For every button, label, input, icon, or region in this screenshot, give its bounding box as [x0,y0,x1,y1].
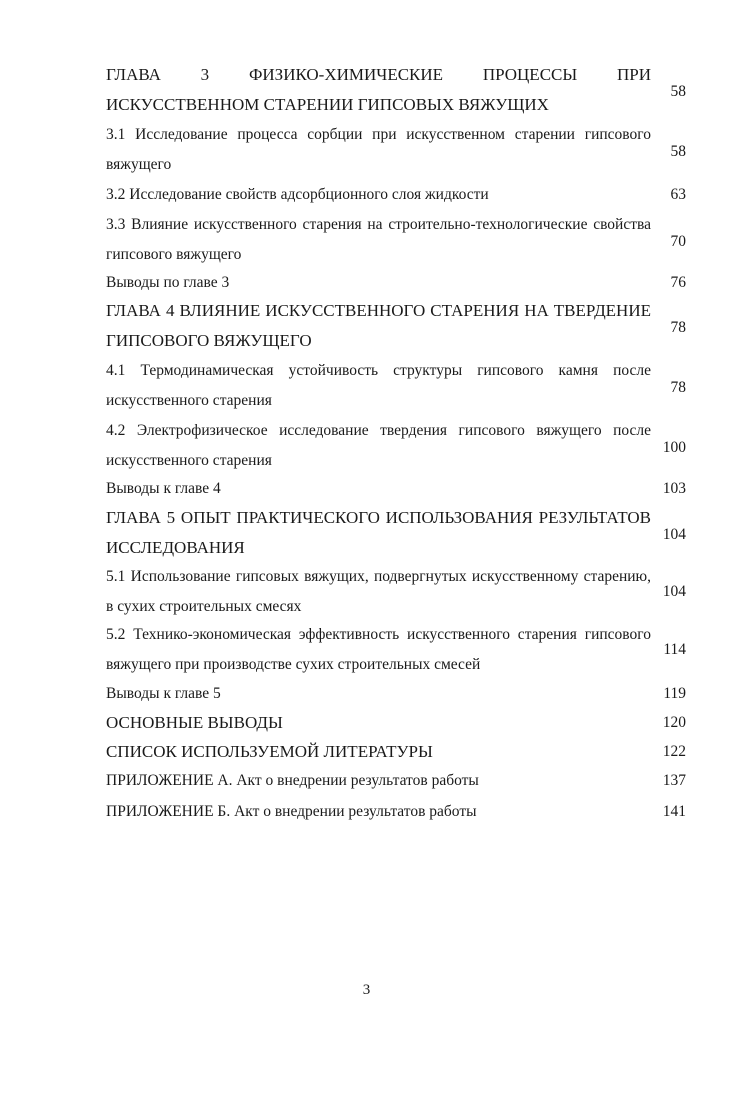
toc-entry-page: 63 [670,186,686,203]
page-number: 3 [362,982,371,998]
toc-entry-page: 76 [670,274,686,291]
toc-entry-5-1 [106,562,686,622]
toc-entry-page: 104 [662,526,686,543]
toc-entry-text: ОСНОВНЫЕ ВЫВОДЫ [106,713,283,732]
toc-entry-text: ГЛАВА 5 ОПЫТ ПРАКТИЧЕСКОГО ИСПОЛЬЗОВАНИЯ РЕЗУЛЬТАТОВ ИССЛЕДОВАНИЯ [106,508,651,557]
toc-entry-page: 120 [662,714,686,731]
toc-entry-3-3 [106,210,686,270]
toc-entry-page: 114 [663,641,686,658]
toc-entry-4-2 [106,416,686,476]
toc-entry-3-1 [106,120,686,180]
toc-entry-page: 100 [662,439,686,456]
toc-entry-text: 3.3 Влияние искусственного старения на строительно-технологические свойства гипсового вяжущего [106,216,651,263]
toc-entry-text: Выводы к главе 4 [106,480,221,497]
toc-entry-main-conclusions [106,708,686,738]
toc-entry-page: 58 [670,83,686,100]
toc-entry-text: 5.2 Технико-экономическая эффективность искусственного старения гипсового вяжущего при производстве сухих строительных смесей [106,626,651,673]
toc-entry-text: 3.1 Исследование процесса сорбции при искусственном старении гипсового вяжущего [106,126,651,173]
toc-entry-page: 70 [670,233,686,250]
toc-entry-5-2 [106,620,686,680]
toc-entry-page: 137 [662,772,686,789]
toc-entry-text: 4.2 Электрофизическое исследование твердения гипсового вяжущего после искусственного старения [106,422,651,469]
toc-entry-page: 78 [670,379,686,396]
toc-entry-conclusions-4 [106,474,686,504]
toc-entry-text: ПРИЛОЖЕНИЕ Б. Акт о внедрении результатов работы [106,803,477,820]
toc-entry-page: 58 [670,143,686,160]
toc-entry-text: СПИСОК ИСПОЛЬЗУЕМОЙ ЛИТЕРАТУРЫ [106,742,433,761]
toc-entry-page: 141 [662,803,686,820]
toc-entry-appendix-a [106,766,686,796]
toc-entry-3-2 [106,180,686,210]
toc-entry-text: 3.2 Исследование свойств адсорбционного слоя жидкости [106,186,489,203]
toc-entry-text: ГЛАВА 3 ФИЗИКО-ХИМИЧЕСКИЕ ПРОЦЕССЫ ПРИ ИСКУССТВЕННОМ СТАРЕНИИ ГИПСОВЫХ ВЯЖУЩИХ [106,65,651,114]
toc-entry-text: Выводы к главе 5 [106,685,221,702]
toc-entry-appendix-b [106,797,686,827]
toc-entry-page: 78 [670,319,686,336]
toc-entry-4-1 [106,356,686,416]
toc-entry-text: 5.1 Использование гипсовых вяжущих, подвергнутых искусственному старению, в сухих строительных смесях [106,568,651,615]
toc-entry-chapter-4 [106,296,686,356]
toc-entry-chapter-3 [106,60,686,120]
toc-entry-text: 4.1 Термодинамическая устойчивость структуры гипсового камня после искусственного старения [106,362,651,409]
toc-entry-page: 104 [662,583,686,600]
toc-entry-chapter-5 [106,503,686,563]
toc-entry-text: ПРИЛОЖЕНИЕ А. Акт о внедрении результатов работы [106,772,479,789]
toc-entry-text: Выводы по главе 3 [106,274,230,291]
toc-entry-page: 119 [663,685,686,702]
toc-entry-page: 122 [662,743,686,760]
toc-entry-page: 103 [662,480,686,497]
toc-entry-conclusions-3 [106,268,686,298]
toc-entry-conclusions-5 [106,679,686,709]
toc-entry-references [106,737,686,767]
toc-entry-text: ГЛАВА 4 ВЛИЯНИЕ ИСКУССТВЕННОГО СТАРЕНИЯ НА ТВЕРДЕНИЕ ГИПСОВОГО ВЯЖУЩЕГО [106,301,651,350]
